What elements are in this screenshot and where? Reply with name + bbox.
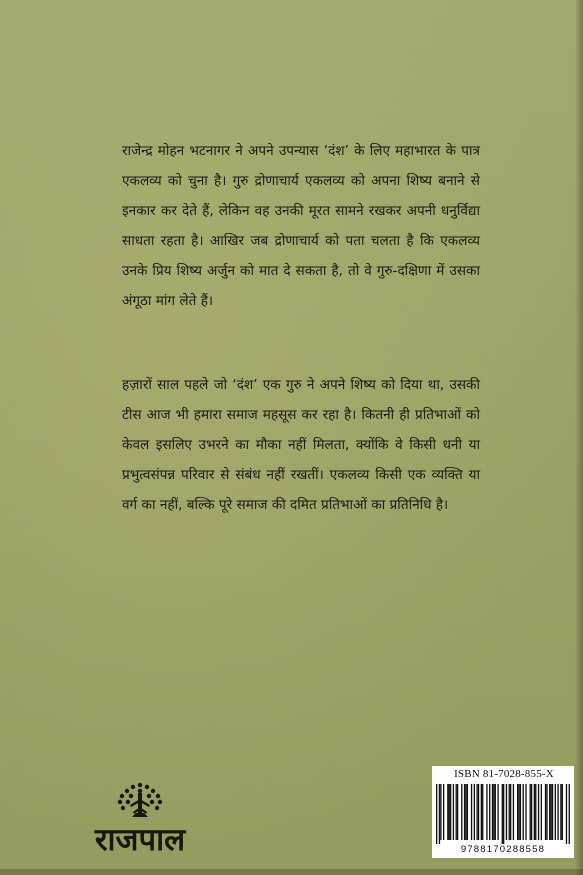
blurb-paragraph-2: हज़ारों साल पहले जो ‘दंश’ एक गुरु ने अपने शिष्य को दिया था, उसकी टीस आज भी हमारा समाज महसूस कर रहा है। कितनी ही प्रतिभाओं को केवल इसलिए उभरने का मौका नहीं मिलता, क्योंकि वे किसी धनी या प्रभुत्वसंपन्न परिवार से संबंध नहीं रखतीं। एकलव्य किसी एक व्यक्ति या वर्ग का नहीं, बल्कि पूरे समाज की दमित प्रतिभाओं का प्रतिनिधि है।: [122, 377, 480, 513]
barcode-panel: [432, 766, 574, 858]
barcode-bars: [436, 784, 570, 844]
publisher-name: राजपाल: [94, 822, 186, 858]
isbn-label: ISBN 81-7028-855-X: [454, 768, 554, 780]
barcode-number: 9788170288558: [460, 844, 546, 855]
cover-edge-shadow: [575, 0, 583, 875]
cover-bottom-edge: [0, 869, 583, 875]
blurb-paragraph-1: राजेन्द्र मोहन भटनागर ने अपने उपन्यास ‘दंश’ के लिए महाभारत के पात्र एकलव्य को चुना है। गुरु द्रोणाचार्य एकलव्य को अपना शिष्य बनाने से इनकार कर देते हैं, लेकिन वह उनकी मूरत सामने रखकर अपनी धनुर्विद्या साधता रहता है। आखिर जब द्रोणाचार्य को पता चलता है कि एकलव्य उनके प्रिय शिष्य अर्जुन को मात दे सकता है, तो वे गुरु-दक्षिणा में उसका अंगूठा मांग लेते हैं।: [122, 143, 480, 309]
